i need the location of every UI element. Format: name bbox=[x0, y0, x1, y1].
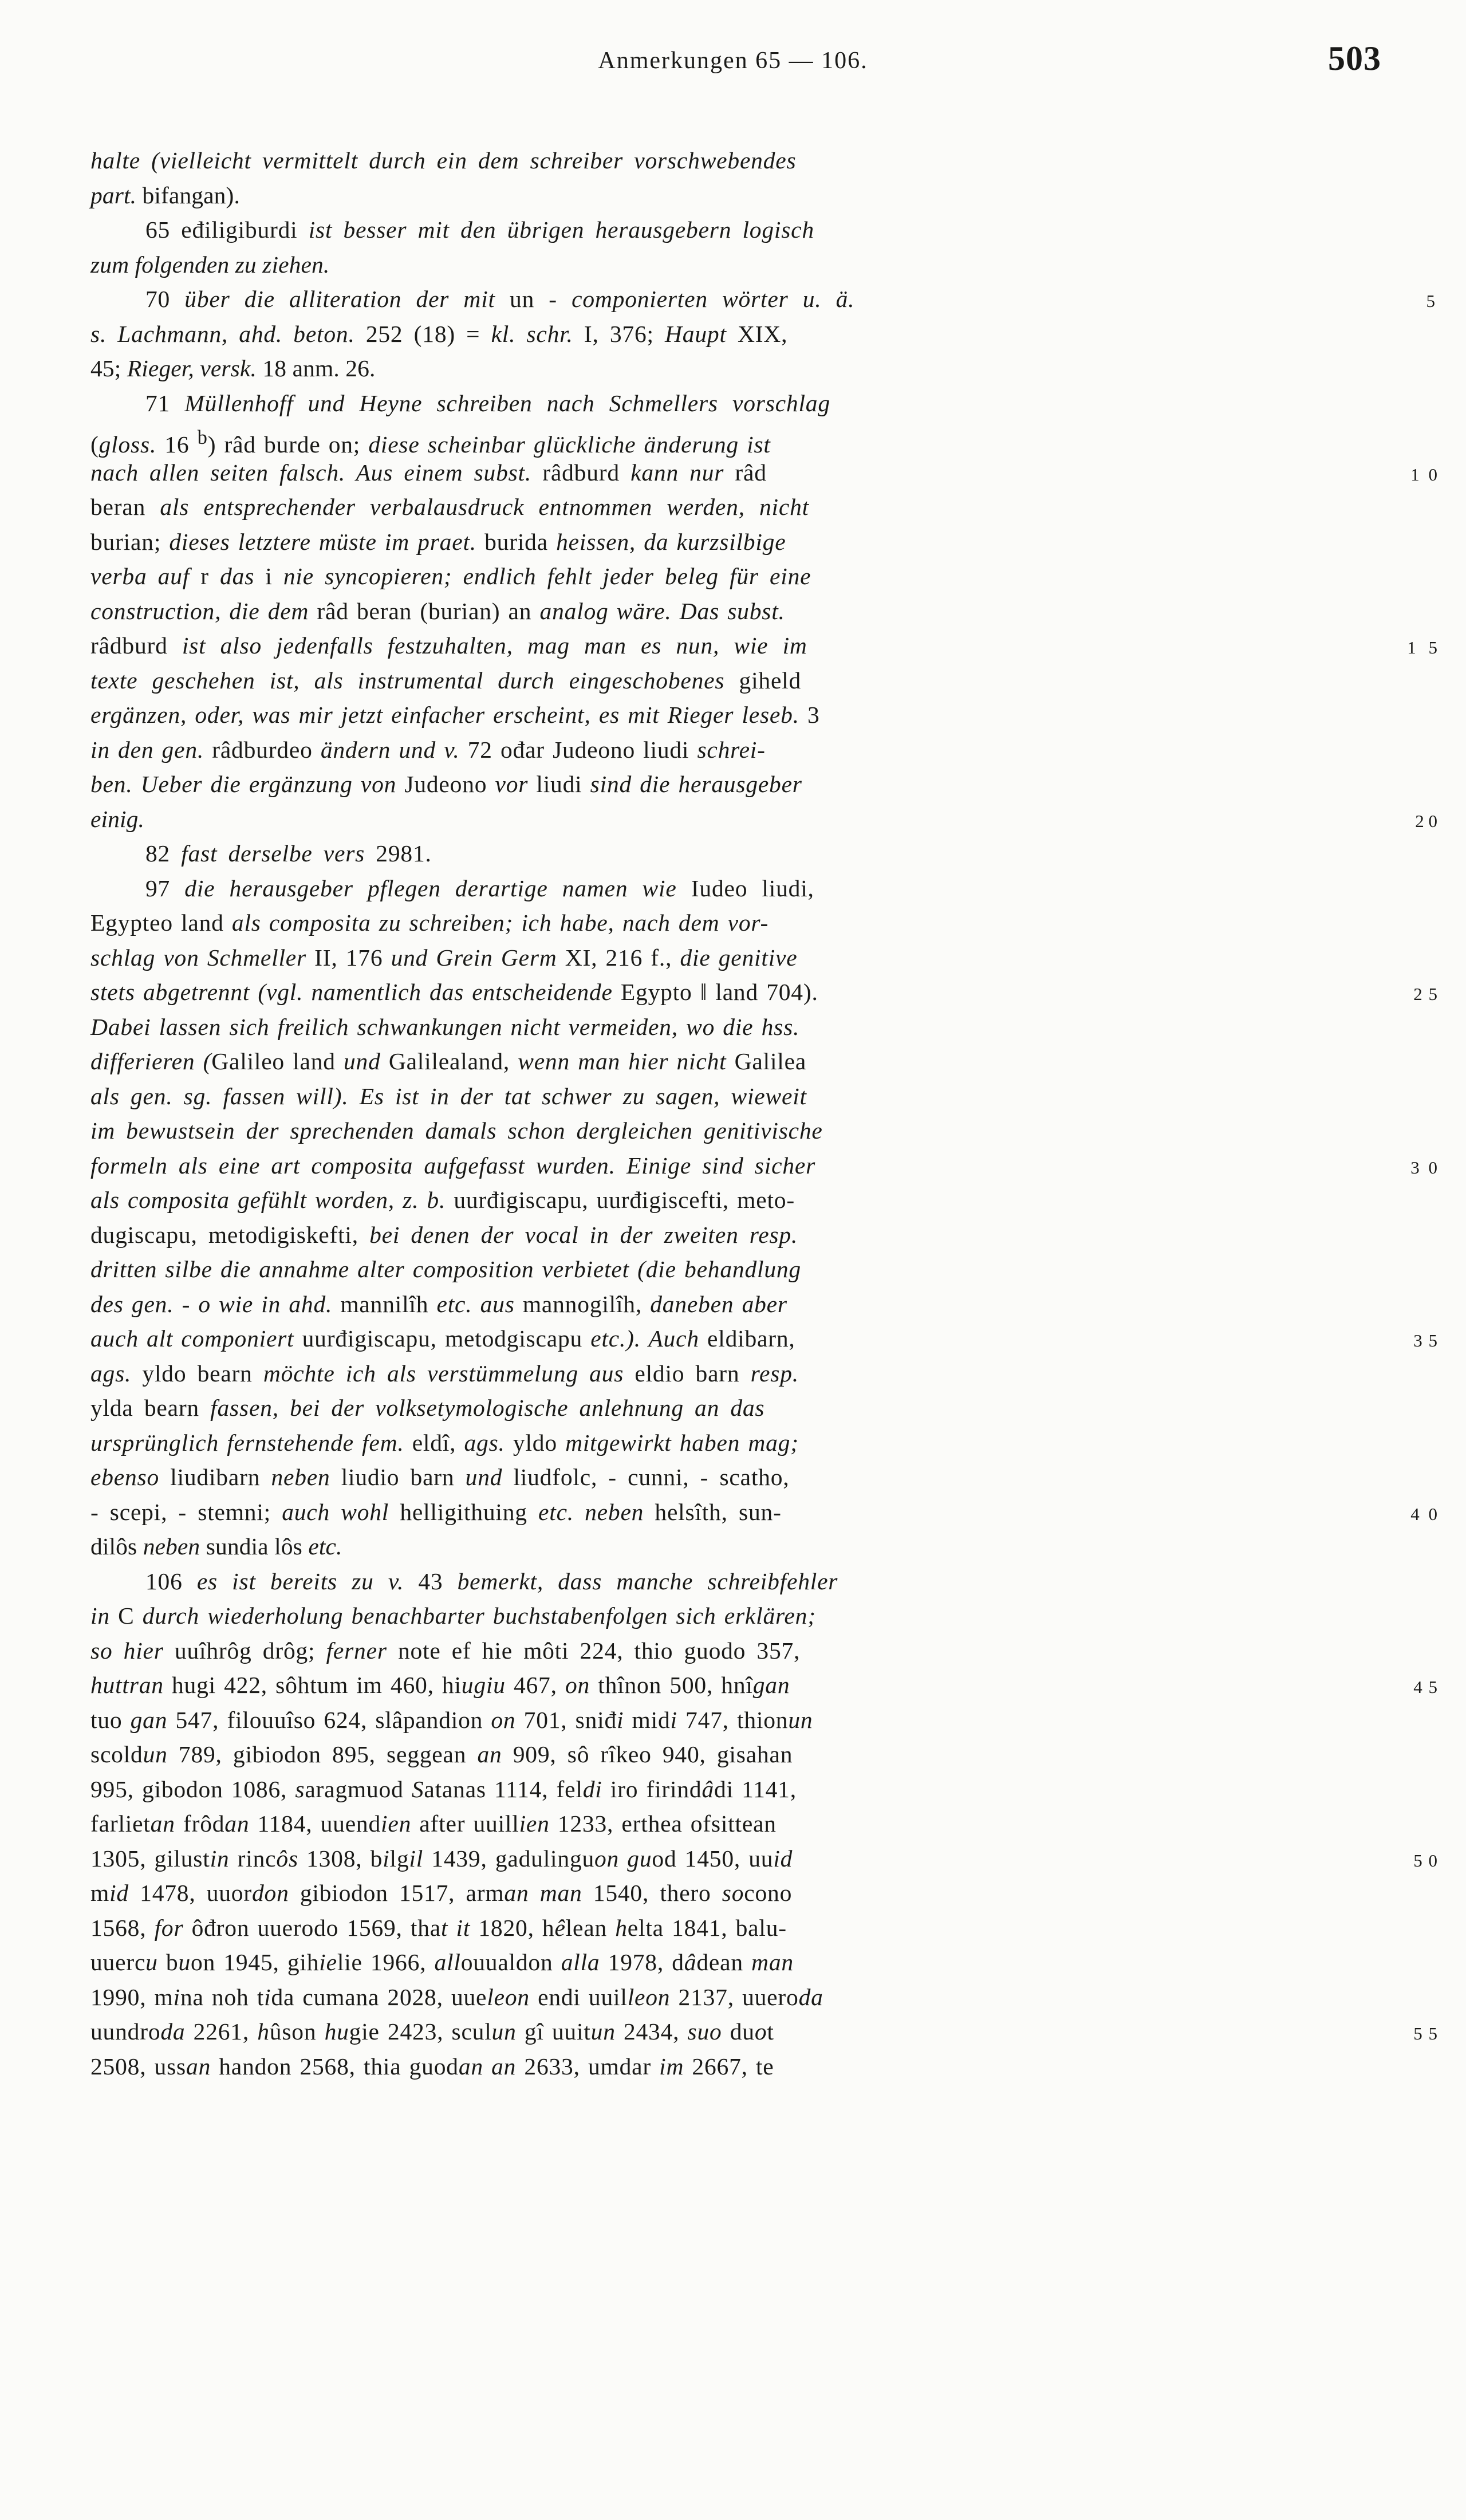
page-number: 503 bbox=[1328, 40, 1381, 77]
text-line: im bewustsein der sprechenden damals schon dergleichen genitivische bbox=[90, 1117, 823, 1144]
text-line: burian; dieses letztere müste im praet. burida heissen, da kurzsilbige bbox=[90, 528, 786, 555]
text-line: mid 1478, uuordon gibiodon 1517, arman man 1540, thero socono bbox=[90, 1880, 793, 1906]
text-line: (gloss. 16 $^b$) râd burde on; diese scheinbar glückliche änderung ist bbox=[90, 427, 771, 458]
text-line: râdburd ist also jedenfalls festzuhalten, mag man es nun, wie im 1 5 bbox=[90, 628, 1384, 663]
text-line: ylda bearn fassen, bei der volksetymologische anlehnung an das bbox=[90, 1395, 765, 1421]
text-line: uundroda 2261, hûson hugie 2423, sculun gî uuitun 2434, suo duot 5 5 bbox=[90, 2014, 1384, 2049]
text-line: - scepi, - stemni; auch wohl helligithuing etc. neben helsîth, sun- 4 0 bbox=[90, 1495, 1384, 1530]
text-line: 1568, for ôđron uuerodo 1569, that it 1820, hêlean helta 1841, balu- bbox=[90, 1914, 787, 1941]
margin-line-number: 2 0 bbox=[1415, 810, 1437, 831]
text-line: schlag von Schmeller II, 176 und Grein Germ XI, 216 f., die genitive bbox=[90, 944, 798, 971]
margin-line-number: 1 0 bbox=[1410, 464, 1437, 485]
running-head bbox=[0, 40, 1466, 87]
text-line: nach allen seiten falsch. Aus einem subst. râdburd kann nur râd 1 0 bbox=[90, 455, 1384, 490]
text-line: 2508, ussan handon 2568, thia guodan an 2633, umdar im 2667, te bbox=[90, 2053, 774, 2080]
margin-line-number: 1 5 bbox=[1407, 637, 1437, 657]
text-line: s. Lachmann, ahd. beton. 252 (18) = kl. schr. I, 376; Haupt XIX, bbox=[90, 320, 788, 347]
text-line: als gen. sg. fassen will). Es ist in der tat schwer zu sagen, wieweit bbox=[90, 1082, 807, 1109]
text-line: 1990, mina noh tida cumana 2028, uueleon endi uuilleon 2137, uueroda bbox=[90, 1983, 823, 2010]
text-line: construction, die dem râd beran (burian) an analog wäre. Das subst. bbox=[90, 597, 785, 624]
text-line: scoldun 789, gibiodon 895, seggean an 909, sô rîkeo 940, gisahan bbox=[90, 1741, 793, 1767]
text-line: 1305, gilustin rincôs 1308, bilgil 1439, gadulinguon guod 1450, uuid 5 0 bbox=[90, 1841, 1384, 1876]
text-line: des gen. - o wie in ahd. mannilîh etc. aus mannogilîh, daneben aber bbox=[90, 1290, 787, 1317]
text-line: 995, gibodon 1086, saragmuod Satanas 1114, feldi iro firindâdi 1141, bbox=[90, 1775, 797, 1802]
text-line: halte (vielleicht vermittelt durch ein dem schreiber vorschwebendes bbox=[90, 147, 797, 174]
text-line: ags. yldo bearn möchte ich als verstümmelung aus eldio barn resp. bbox=[90, 1360, 799, 1387]
text-line: ben. Ueber die ergänzung von Judeono vor liudi sind die herausgeber bbox=[90, 771, 802, 797]
text-line: huttran hugi 422, sôhtum im 460, hiugiu 467, on thînon 500, hnîgan 4 5 bbox=[90, 1668, 1384, 1703]
text-line: beran als entsprechender verbalausdruck entnommen werden, nicht bbox=[90, 494, 809, 520]
text-line: tuo gan 547, filouuîso 624, slâpandion on 701, sniđi midi 747, thionun bbox=[90, 1706, 813, 1733]
text-line: 45; Rieger, versk. 18 anm. 26. bbox=[90, 355, 376, 381]
text-line: 97 die herausgeber pflegen derartige namen wie Iudeo liudi, bbox=[145, 875, 814, 901]
margin-line-number: 2 5 bbox=[1413, 984, 1437, 1004]
text-line: zum folgenden zu ziehen. bbox=[90, 251, 330, 278]
text-line: 71 Müllenhoff und Heyne schreiben nach Schmellers vorschlag bbox=[145, 389, 830, 416]
margin-line-number: 4 0 bbox=[1410, 1503, 1437, 1524]
margin-line-number: 4 5 bbox=[1413, 1677, 1437, 1697]
body-text bbox=[90, 143, 1437, 2084]
text-line: texte geschehen ist, als instrumental durch eingeschobenes giheld bbox=[90, 667, 802, 694]
margin-line-number: 5 5 bbox=[1413, 2023, 1437, 2043]
text-line: in den gen. râdburdeo ändern und v. 72 ođar Judeono liudi schrei- bbox=[90, 736, 766, 763]
margin-line-number: 5 bbox=[1426, 291, 1437, 311]
margin-line-number: 5 0 bbox=[1413, 1850, 1437, 1871]
text-line: farlietan frôdan 1184, uuendien after uuillien 1233, erthea ofsittean bbox=[90, 1810, 777, 1837]
text-line: stets abgetrennt (vgl. namentlich das entscheidende Egypto ‖ land 704). 2 5 bbox=[90, 975, 1384, 1010]
text-line: ebenso liudibarn neben liudio barn und liudfolc, - cunni, - scatho, bbox=[90, 1464, 790, 1490]
text-line: dilôs neben sundia lôs etc. bbox=[90, 1533, 342, 1560]
text-line: 65 eđiligiburdi ist besser mit den übrigen herausgebern logisch bbox=[145, 216, 814, 243]
text-line: uuercu buon 1945, gihielie 1966, allouualdon alla 1978, dâdean man bbox=[90, 1949, 794, 1975]
text-line: formeln als eine art composita aufgefasst wurden. Einige sind sicher 3 0 bbox=[90, 1148, 1384, 1183]
text-line: 82 fast derselbe vers 2981. bbox=[145, 840, 432, 867]
text-line: in C durch wiederholung benachbarter buchstabenfolgen sich erklären; bbox=[90, 1602, 816, 1629]
running-head-title: Anmerkungen 65 — 106. bbox=[598, 48, 868, 74]
text-line: auch alt componiert uurđigiscapu, metodgiscapu etc.). Auch eldibarn, 3 5 bbox=[90, 1321, 1384, 1356]
text-line: einig. 2 0 bbox=[90, 802, 1384, 837]
text-line: dritten silbe die annahme alter composition verbietet (die behandlung bbox=[90, 1256, 801, 1282]
text-line: ursprünglich fernstehende fem. eldî, ags. yldo mitgewirkt haben mag; bbox=[90, 1429, 799, 1456]
margin-line-number: 3 5 bbox=[1413, 1330, 1437, 1350]
margin-line-number: 3 0 bbox=[1410, 1157, 1437, 1178]
text-line: 70 über die alliteration der mit un - componierten wörter u. ä. 5 bbox=[90, 282, 1384, 317]
text-line: dugiscapu, metodigiskefti, bei denen der vocal in der zweiten resp. bbox=[90, 1221, 798, 1248]
text-line: Dabei lassen sich freilich schwankungen nicht vermeiden, wo die hss. bbox=[90, 1013, 800, 1040]
text-line: ergänzen, oder, was mir jetzt einfacher erscheint, es mit Rieger leseb. 3 bbox=[90, 702, 820, 728]
text-line: 106 es ist bereits zu v. 43 bemerkt, dass manche schreibfehler bbox=[145, 1568, 838, 1594]
text-line: Egypteo land als composita zu schreiben; ich habe, nach dem vor- bbox=[90, 909, 769, 936]
text-line: verba auf r das i nie syncopieren; endlich fehlt jeder beleg für eine bbox=[90, 563, 811, 589]
text-line: part. bifangan). bbox=[90, 182, 240, 208]
text-line: differieren (Galileo land und Galilealand, wenn man hier nicht Galilea bbox=[90, 1048, 807, 1074]
text-line: als composita gefühlt worden, z. b. uurđigiscapu, uurđigiscefti, meto- bbox=[90, 1187, 795, 1213]
text-line: so hier uuîhrôg drôg; ferner note ef hie môti 224, thio guodo 357, bbox=[90, 1637, 801, 1664]
